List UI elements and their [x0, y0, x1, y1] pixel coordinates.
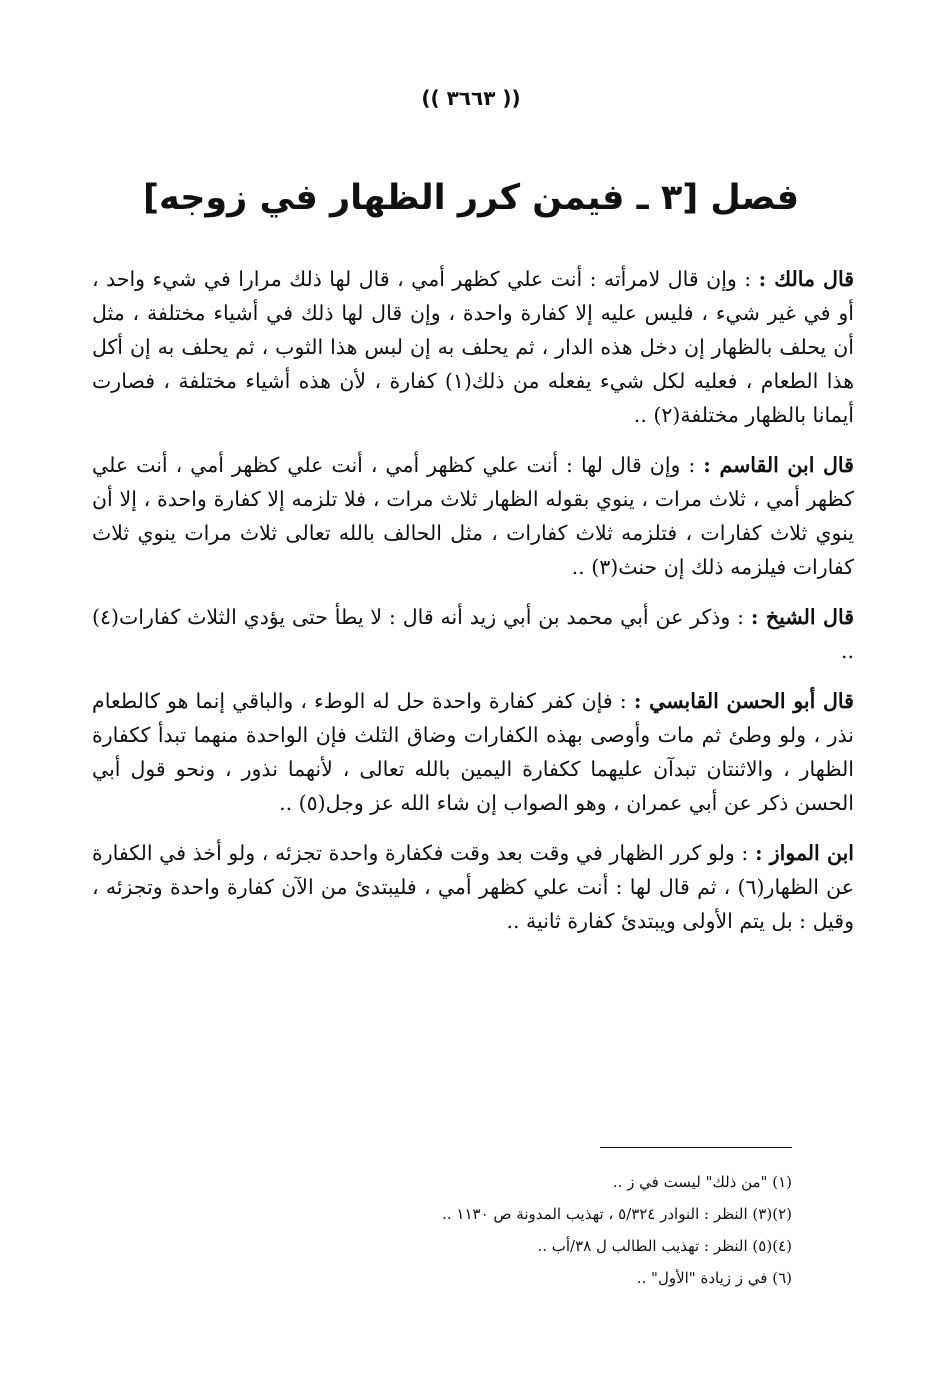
- body-text: [92, 262, 854, 954]
- paragraph: [92, 262, 854, 432]
- paragraph-lead: قال أبو الحسن القابسي :: [633, 689, 854, 713]
- paragraph-lead: قال الشيخ :: [750, 605, 854, 629]
- footnote: (٤)(٥) النظر : تهذيب الطالب ل ٣٨/أب ..: [537, 1237, 792, 1255]
- paragraph-lead: قال ابن القاسم :: [703, 453, 854, 477]
- paragraph-text: : فإن كفر كفارة واحدة حل له الوطء ، والباقي إنما هو كالطعام نذر ، ولو وطئ ثم مات وأوصى بهذه الكفارات وضاق الثلث فإن الواحدة منهما تبدأ ككفارة الظهار ، والاثنتان تبدآن عليهما ككفارة اليمين بالله تعالى ، لأنهما نذور ، ونحو قول أبي الحسن ذكر عن أبي عمران ، وهو الصواب إن شاء الله عز وجل(٥) ..: [92, 689, 854, 815]
- paragraph-text: : وإن قال لها : أنت علي كظهر أمي ، أنت علي كظهر أمي ، أنت علي كظهر أمي ، ثلاث مرات ، ينوي بقوله الظهار ثلاث مرات ، فلا تلزمه إلا كفارة واحدة ، إلا أن ينوي ثلاث كفارات ، فتلزمه ثلاث كفارات ، مثل الحالف بالله تعالى ثلاث مرات ينوي ثلاث كفارات فيلزمه ذلك إن حنث(٣) ..: [92, 453, 854, 579]
- paragraph-text: : وإن قال لامرأته : أنت علي كظهر أمي ، قال لها ذلك مرارا في شيء واحد ، أو في غير شيء ، فليس عليه إلا كفارة واحدة ، وإن قال لها ذلك في أشياء مختلفة ، مثل أن يحلف بالظهار إن دخل هذه الدار ، ثم يحلف به إن لبس هذا الثوب ، ثم يحلف به إن أكل هذا الطعام ، فعليه لكل شيء يفعله من ذلك(١) كفارة ، لأن هذه أشياء مختلفة ، فصارت أيمانا بالظهار مختلفة(٢) ..: [92, 267, 854, 427]
- page-number: (( ٣٦٦٣ )): [421, 86, 521, 110]
- paragraph: [92, 684, 854, 820]
- footnote-divider: [600, 1147, 792, 1148]
- paragraph: [92, 836, 854, 938]
- paragraph: [92, 600, 854, 668]
- footnote: (٢)(٣) النظر : النوادر ٥/٣٢٤ ، تهذيب المدونة ص ١١٣٠ ..: [442, 1205, 792, 1223]
- paragraph-text: : ولو كرر الظهار في وقت بعد وقت فكفارة واحدة تجزئه ، ولو أخذ في الكفارة عن الظهار(٦) ، ثم قال لها : أنت علي كظهر أمي ، فليبتدئ من الآن كفارة واحدة وتجزئه ، وقيل : بل يتم الأولى ويبتدئ كفارة ثانية ..: [92, 841, 854, 933]
- footnotes: [150, 1166, 792, 1294]
- paragraph-text: : وذكر عن أبي محمد بن أبي زيد أنه قال : لا يطأ حتى يؤدي الثلاث كفارات(٤) ..: [92, 605, 854, 663]
- paragraph-lead: قال مالك :: [758, 267, 854, 291]
- paragraph: [92, 448, 854, 584]
- footnote: (٦) في ز زيادة "الأول" ..: [636, 1269, 792, 1287]
- paragraph-lead: ابن المواز :: [754, 841, 854, 865]
- chapter-title: فصل [٣ ـ فيمن كرر الظهار في زوجه]: [142, 178, 800, 218]
- footnote: (١) "من ذلك" ليست في ز ..: [612, 1173, 792, 1191]
